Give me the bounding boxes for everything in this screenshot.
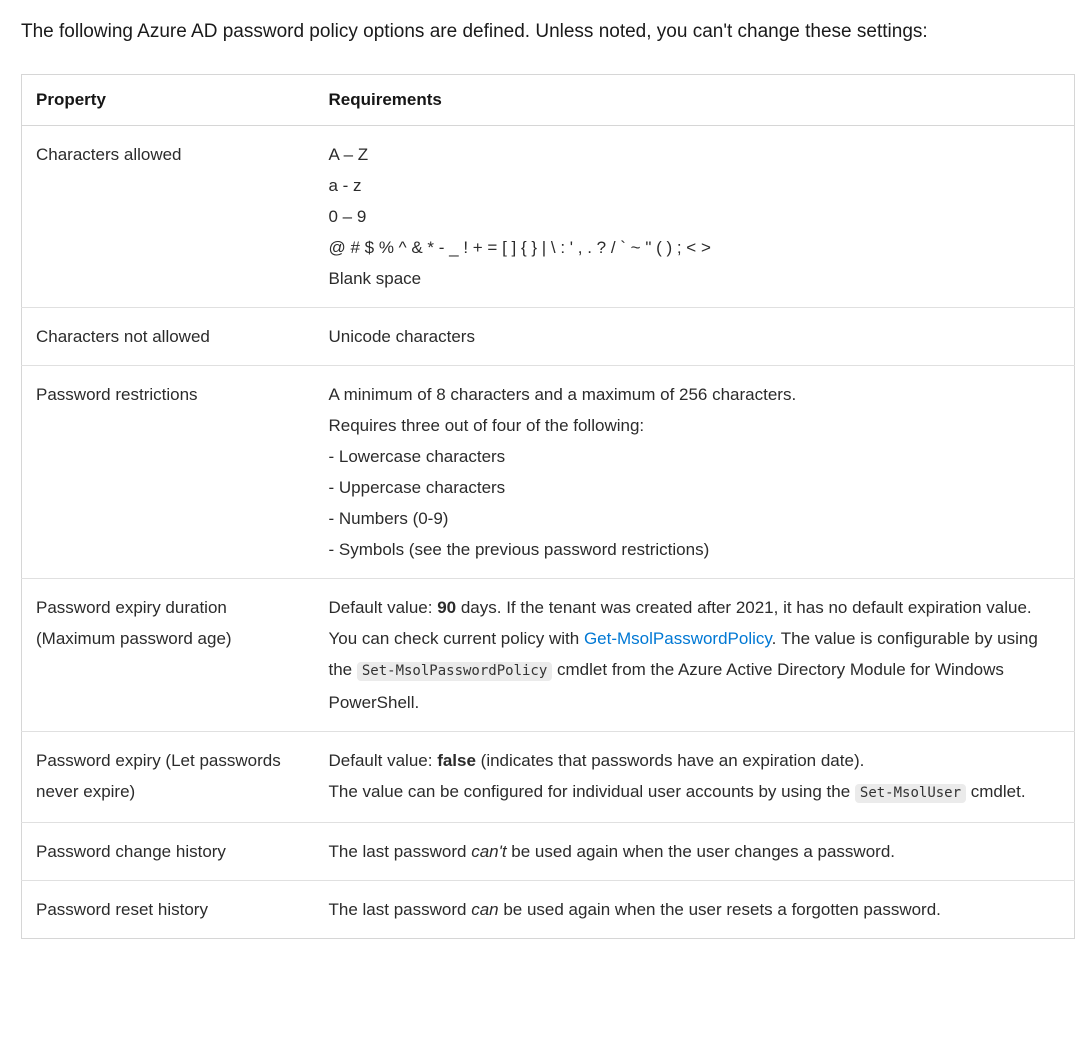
text-segment: @ # $ % ^ & * - _ ! + = [ ] { } | \ : ' , . ? / ` ~ " ( ) ; < > <box>328 238 711 257</box>
text-segment: a - z <box>328 176 362 195</box>
table-row <box>22 732 1075 823</box>
property-cell: Password reset history <box>36 900 208 919</box>
requirement-paragraph <box>329 836 1061 867</box>
requirements-cell <box>315 366 1075 579</box>
table-header <box>22 75 1075 126</box>
requirement-paragraph <box>329 472 1061 503</box>
requirements-cell <box>315 579 1075 732</box>
property-cell: Password restrictions <box>22 366 315 579</box>
text-segment: . The value is configurable by using the <box>328 629 1038 679</box>
table-row <box>22 579 1075 732</box>
property-cell: Characters allowed <box>22 126 315 308</box>
inline-code: Set-MsolUser <box>855 784 966 803</box>
text-segment: be used again when the user resets a forgotten password. <box>498 900 941 919</box>
requirements-cell <box>315 308 1075 366</box>
requirement-paragraph <box>329 263 1061 294</box>
password-policy-table <box>21 74 1075 939</box>
property-cell: Password change history <box>22 823 315 881</box>
requirement-paragraph <box>329 232 1061 263</box>
requirement-paragraph <box>329 410 1061 441</box>
inline-link[interactable]: Get-MsolPasswordPolicy <box>583 629 772 648</box>
requirement-paragraph <box>329 441 1061 472</box>
text-segment: Requires three out of four of the following: <box>328 416 645 435</box>
bold-text: 90 <box>437 598 457 617</box>
requirement-paragraph <box>329 745 1061 776</box>
property-cell: Password expiry (Let passwords never expire) <box>22 732 315 823</box>
requirement-paragraph <box>329 503 1061 534</box>
table-row <box>22 881 1075 939</box>
text-segment: Unicode characters <box>328 327 475 346</box>
requirements-cell <box>315 823 1075 881</box>
text-segment: Blank space <box>328 269 422 288</box>
text-segment: - Numbers (0-9) <box>328 509 449 528</box>
requirements-cell <box>315 881 1075 939</box>
text-segment: A – Z <box>328 145 369 164</box>
text-segment: be used again when the user changes a password. <box>506 842 896 861</box>
text-segment: A minimum of 8 characters and a maximum of 256 characters. <box>328 385 797 404</box>
intro-paragraph: The following Azure AD password policy options are defined. Unless noted, you can't change these settings: <box>21 21 928 42</box>
text-segment: - Symbols (see the previous password restrictions) <box>328 540 710 559</box>
text-segment: - Uppercase characters <box>328 478 506 497</box>
inline-code: Set-MsolPasswordPolicy <box>357 662 552 681</box>
text-segment: The value can be configured for individual user accounts by using the <box>328 782 855 801</box>
requirement-paragraph <box>329 592 1061 718</box>
text-segment: days. If the tenant was created after 2021, it has no default expiration value. You can check current policy with <box>328 598 1032 648</box>
text-segment: Default value: <box>328 598 438 617</box>
text-segment: cmdlet. <box>966 782 1026 801</box>
table-row <box>22 126 1075 308</box>
italic-text: can't <box>471 842 507 861</box>
text-segment: cmdlet from the Azure Active Directory Module for Windows PowerShell. <box>328 660 1004 712</box>
bold-text: false <box>437 751 476 770</box>
text-segment: 0 – 9 <box>328 207 367 226</box>
requirement-paragraph <box>329 321 1061 352</box>
table-body <box>22 126 1075 939</box>
requirement-paragraph <box>329 201 1061 232</box>
table-row <box>22 823 1075 881</box>
property-cell: Characters not allowed <box>22 308 315 366</box>
requirement-paragraph <box>329 894 1061 925</box>
table-row <box>22 308 1075 366</box>
text-segment: The last password <box>328 842 472 861</box>
requirement-paragraph <box>329 139 1061 170</box>
header-row <box>22 75 1075 126</box>
property-cell: Password expiry duration (Maximum password age) <box>22 579 315 732</box>
column-header-property: Property <box>22 75 315 126</box>
requirement-paragraph <box>329 776 1061 809</box>
requirements-cell <box>315 732 1075 823</box>
text-segment: The last password <box>328 900 472 919</box>
requirement-paragraph <box>329 170 1061 201</box>
italic-text: can <box>471 900 499 919</box>
requirement-paragraph <box>329 534 1061 565</box>
text-segment: - Lowercase characters <box>328 447 506 466</box>
table-row <box>22 366 1075 579</box>
requirements-cell <box>315 126 1075 308</box>
text-segment: Default value: <box>328 751 438 770</box>
column-header-requirements: Requirements <box>315 75 1075 126</box>
requirement-paragraph <box>329 379 1061 410</box>
text-segment: (indicates that passwords have an expiration date). <box>475 751 865 770</box>
